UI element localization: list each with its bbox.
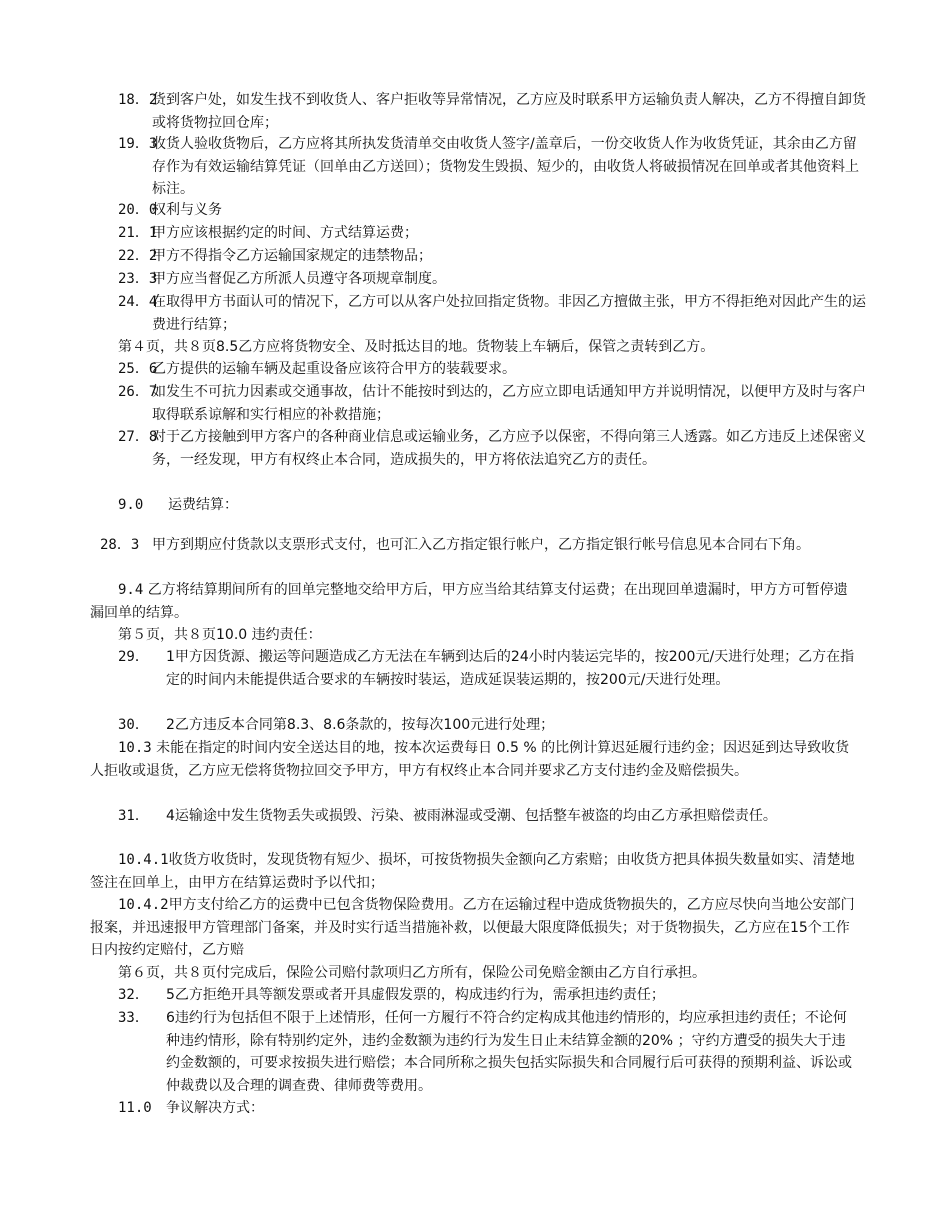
- clause-text: 未能在指定的时间内安全送达目的地，按本次运费每日 0.5 % 的比例计算迟延履行违约金；因迟延到达导致收货人拒收或退货，乙方应无偿将货物拉回交予甲方，甲方有权终止本合同并要求乙方支付违约金及赔偿损失。: [90, 740, 850, 779]
- clause-text: 2乙方违反本合同第8.3、8.6条款的，按每次100元进行处理；: [166, 717, 555, 733]
- clause-text: 1甲方因货源、搬运等问题造成乙方无法在车辆到达后的24小时内装运完毕的，按200元/天进行处理；乙方在指定的时间内未能提供适合要求的车辆按时装运，造成延误装运期的，按200元/天进行处理。: [166, 649, 855, 688]
- clause-text: 收货方收货时，发现货物有短少、损坏，可按货物损失金额向乙方索赔；由收货方把具体损失数量如实、清楚地签注在回单上，由甲方在结算运费时予以代扣；: [90, 852, 855, 891]
- clause-26-7: [118, 381, 868, 426]
- clause-29: [118, 646, 858, 691]
- clause-text: 收货人验收货物后，乙方应将其所执发货清单交由收货人签字/盖章后，一份交收货人作为收货凭证，其余由乙方留存作为有效运输结算凭证（回单由乙方送回）；货物发生毁损、短少的，由收货人将破损情况在回单或者其他资料上标注。: [152, 136, 859, 197]
- clause-number: 27．8: [118, 429, 158, 445]
- clause-number: 29．: [118, 649, 149, 665]
- clause-text: 甲方应当督促乙方所派人员遵守各项规章制度。: [152, 271, 446, 287]
- clause-10-3: [90, 737, 860, 782]
- clause-number: 25．6: [118, 361, 158, 377]
- section-11-0: [118, 1097, 858, 1120]
- clause-text: 甲方支付给乙方的运费中已包含货物保险费用。乙方在运输过程中造成货物损失的，乙方应尽快向当地公安部门报案，并迅速报甲方管理部门备案，并及时实行适当措施补救，以便最大限度降低损失；对于货物损失，乙方应在15个工作日内按约定赔付，乙方赔: [90, 897, 855, 958]
- clause-number: 10.4.2: [118, 897, 169, 913]
- clause-33: [118, 1007, 858, 1097]
- page-5-line: 第５页，共８页10.0 违约责任：: [118, 627, 322, 643]
- clause-text: 权利与义务: [152, 202, 222, 218]
- clause-number: 30．: [118, 717, 149, 733]
- clause-text: 4运输途中发生货物丢失或损毁、污染、被雨淋湿或受潮、包括整车被盗的均由乙方承担赔偿责任。: [166, 808, 777, 824]
- clause-number: 22．2: [118, 248, 158, 264]
- clause-22-2: [118, 245, 868, 268]
- section-9-0: [118, 494, 868, 517]
- clause-text: 甲方不得指令乙方运输国家规定的违禁物品；: [152, 248, 432, 264]
- clause-number: 10.4.1: [118, 852, 169, 868]
- clause-number: 10.3: [118, 740, 152, 756]
- clause-text: 甲方应该根据约定的时间、方式结算运费；: [152, 225, 418, 241]
- clause-23-3: [118, 268, 868, 291]
- clause-24-4: [118, 291, 868, 336]
- clause-number: 32．: [118, 987, 149, 1003]
- clause-28-3: [100, 534, 858, 557]
- clause-number: 23．3: [118, 271, 158, 287]
- clause-number: 24．4: [118, 294, 158, 310]
- clause-text: 如发生不可抗力因素或交通事故，估计不能按时到达的，乙方应立即电话通知甲方并说明情况，以便甲方及时与客户取得联系谅解和实行相应的补救措施；: [152, 384, 866, 423]
- section-number: 11.0: [118, 1100, 152, 1116]
- clause-number: 21．1: [118, 225, 158, 241]
- clause-number: 19．3: [118, 136, 158, 152]
- clause-number: 33．: [118, 1010, 149, 1026]
- clause-32: [118, 984, 858, 1007]
- clause-text: 在取得甲方书面认可的情况下，乙方可以从客户处拉回指定货物。非因乙方擅做主张，甲方不得拒绝对因此产生的运费进行结算；: [152, 294, 866, 333]
- section-number: 9.0: [118, 497, 144, 513]
- clause-text: 乙方将结算期间所有的回单完整地交给甲方后，甲方应当给其结算支付运费；在出现回单遗漏时，甲方方可暂停遗漏回单的结算。: [90, 582, 848, 621]
- page-4-line: 第４页，共８页8.5乙方应将货物安全、及时抵达目的地。货物装上车辆后，保管之责转到乙方。: [118, 339, 715, 355]
- section-title: 争议解决方式：: [166, 1100, 264, 1116]
- clause-27-8: [118, 426, 868, 471]
- clause-25-6: [118, 358, 868, 381]
- clause-number: 31．: [118, 808, 149, 824]
- clause-text: 乙方提供的运输车辆及起重设备应该符合甲方的装载要求。: [152, 361, 516, 377]
- clause-31: [118, 805, 858, 828]
- clause-10-4-1: [90, 849, 860, 894]
- clause-text: 5乙方拒绝开具等额发票或者开具虚假发票的，构成违约行为，需承担违约责任；: [166, 987, 665, 1003]
- page-6-line: 第６页，共８页付完成后，保险公司赔付款项归乙方所有，保险公司免赔金额由乙方自行承担。: [118, 965, 706, 981]
- clause-number: 9.4: [118, 582, 144, 598]
- clause-number: 26．7: [118, 384, 158, 400]
- clause-18-2: [118, 89, 868, 134]
- clause-text: 对于乙方接触到甲方客户的各种商业信息或运输业务，乙方应予以保密，不得向第三人透露。如乙方违反上述保密义务，一经发现，甲方有权终止本合同，造成损失的，甲方将依法追究乙方的责任。: [152, 429, 866, 468]
- clause-number: 18．2: [118, 92, 158, 108]
- section-title: 运费结算：: [168, 497, 238, 513]
- clause-text: 甲方到期应付货款以支票形式支付，也可汇入乙方指定银行帐户，乙方指定银行帐号信息见本合同右下角。: [152, 537, 810, 553]
- clause-30: [118, 714, 858, 737]
- clause-number: 28．3: [100, 537, 140, 553]
- clause-20-0: [118, 199, 868, 222]
- clause-text: 货到客户处，如发生找不到收货人、客户拒收等异常情况，乙方应及时联系甲方运输负责人解决，乙方不得擅自卸货或将货物拉回仓库；: [152, 92, 866, 131]
- clause-9-4: [90, 579, 860, 624]
- clause-text: 6违约行为包括但不限于上述情形，任何一方履行不符合约定构成其他违约情形的，均应承担违约责任；不论何种违约情形，除有特别约定外，违约金数额为违约行为发生日止未结算金额的20% ；守约方遭受的损失大于违约金数额的，可要求按损失进行赔偿；本合同所称之损失包括实际损失和合同履行后可获得的预期利益、诉讼或仲裁费以及合理的调查费、律师费等费用。: [166, 1010, 852, 1094]
- clause-21-1: [118, 222, 868, 245]
- clause-19-3: [118, 133, 868, 201]
- clause-number: 20．0: [118, 202, 158, 218]
- clause-10-4-2: [90, 894, 860, 962]
